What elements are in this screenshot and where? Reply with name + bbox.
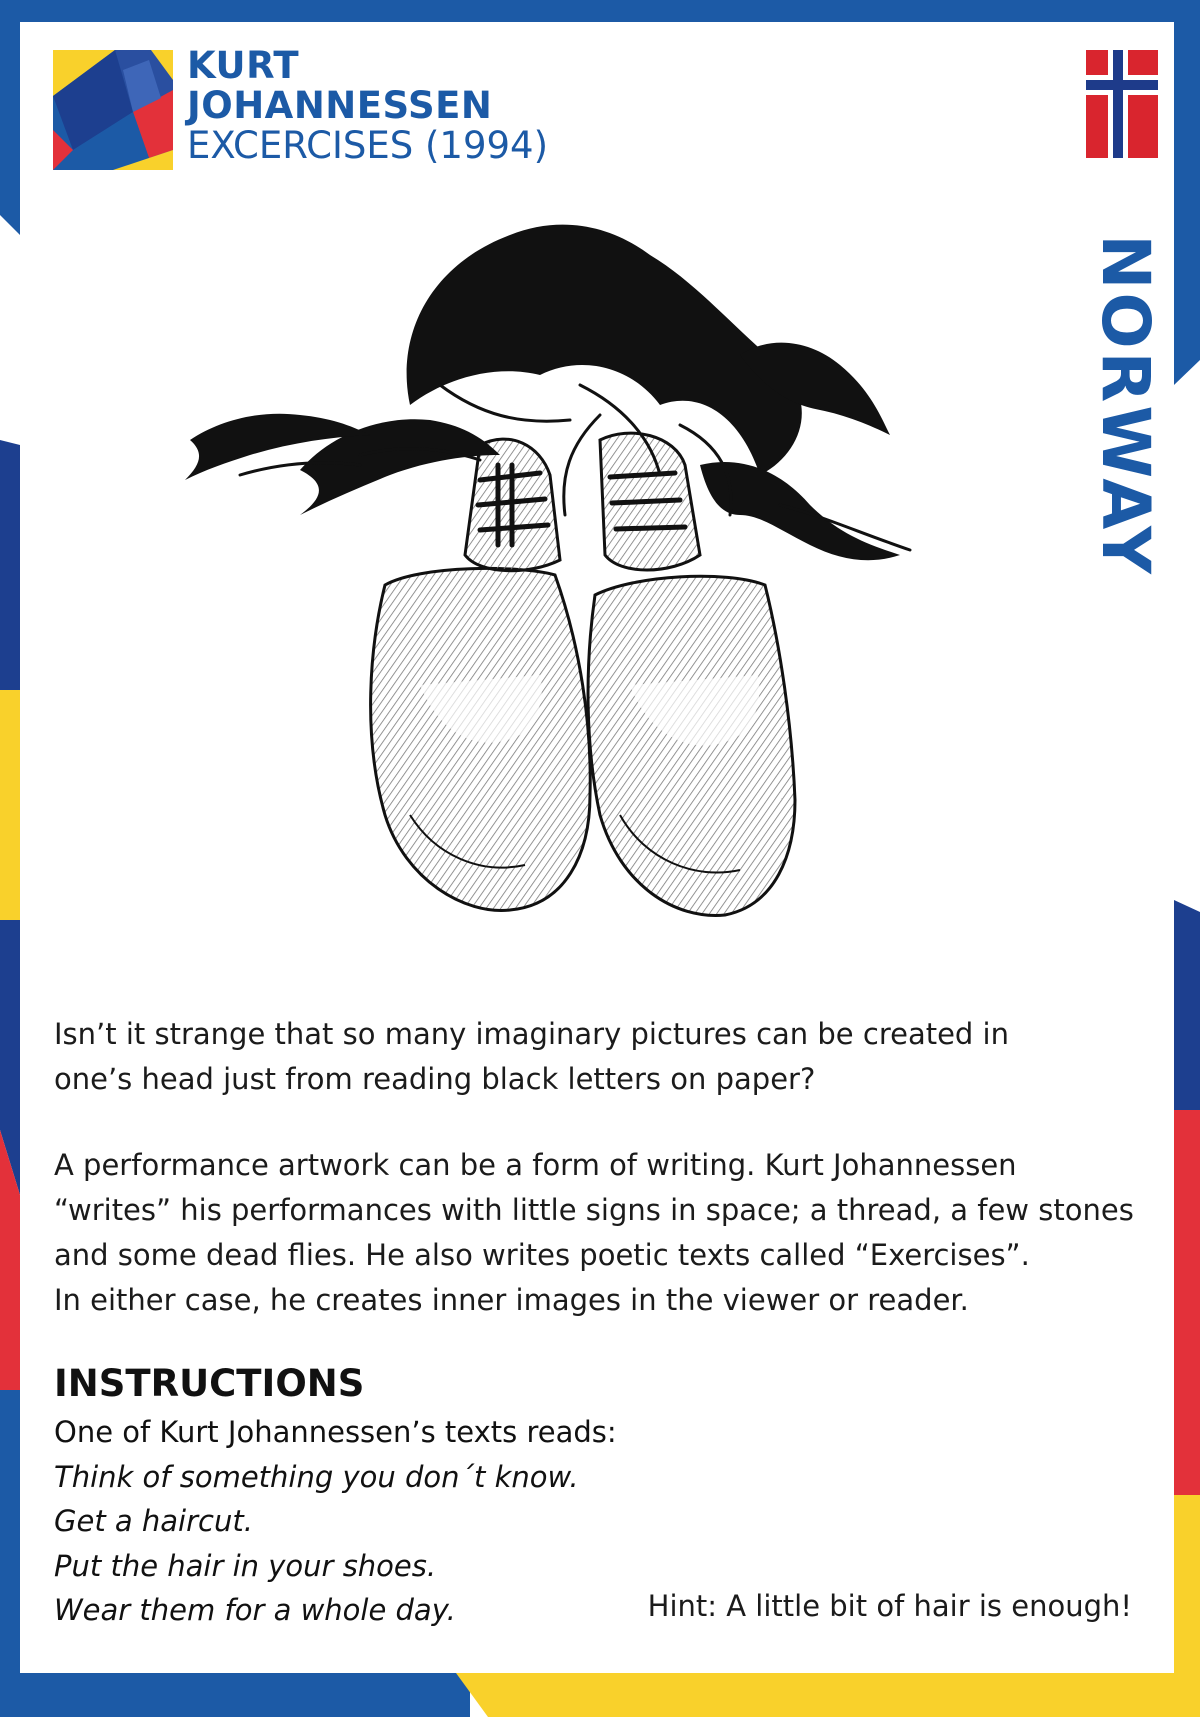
description-line: “writes” his performances with little signs in space; a thread, a few stones: [54, 1193, 1134, 1227]
intro-line: Isn’t it strange that so many imaginary pictures can be created in: [54, 1017, 1009, 1051]
intro-paragraph: [54, 1012, 1134, 1102]
artist-title-block: [187, 46, 548, 166]
country-name: NORWAY: [1086, 233, 1164, 577]
artist-last-name: JOHANNESSEN: [187, 84, 493, 127]
country-label-vertical: [1086, 185, 1164, 625]
hint-text: Hint: A little bit of hair is enough!: [647, 1589, 1132, 1623]
shoes-with-hair-drawing-icon: [180, 215, 960, 965]
intro-line: one’s head just from reading black letters on paper?: [54, 1062, 816, 1096]
instruction-line: Think of something you don´t know.: [54, 1459, 579, 1494]
norway-flag-icon: [1086, 50, 1158, 158]
description-line: In either case, he creates inner images in the viewer or reader.: [54, 1283, 969, 1317]
abstract-geometric-logo-icon: [53, 50, 173, 170]
description-line: and some dead flies. He also writes poetic texts called “Exercises”.: [54, 1238, 1030, 1272]
instruction-line: Wear them for a whole day.: [54, 1593, 456, 1627]
work-title: EXCERCISES (1994): [187, 124, 549, 167]
instructions-list: [54, 1410, 617, 1633]
description-line: A performance artwork can be a form of writing. Kurt Johannessen: [54, 1148, 1017, 1182]
description-paragraph: [54, 1143, 1134, 1323]
artist-first-name: KURT: [187, 44, 300, 87]
instruction-line: Get a haircut.: [54, 1504, 253, 1538]
instruction-line: Put the hair in your shoes.: [54, 1548, 437, 1583]
instructions-intro: One of Kurt Johannessen’s texts reads:: [54, 1415, 617, 1449]
instructions-heading: INSTRUCTIONS: [54, 1362, 365, 1405]
